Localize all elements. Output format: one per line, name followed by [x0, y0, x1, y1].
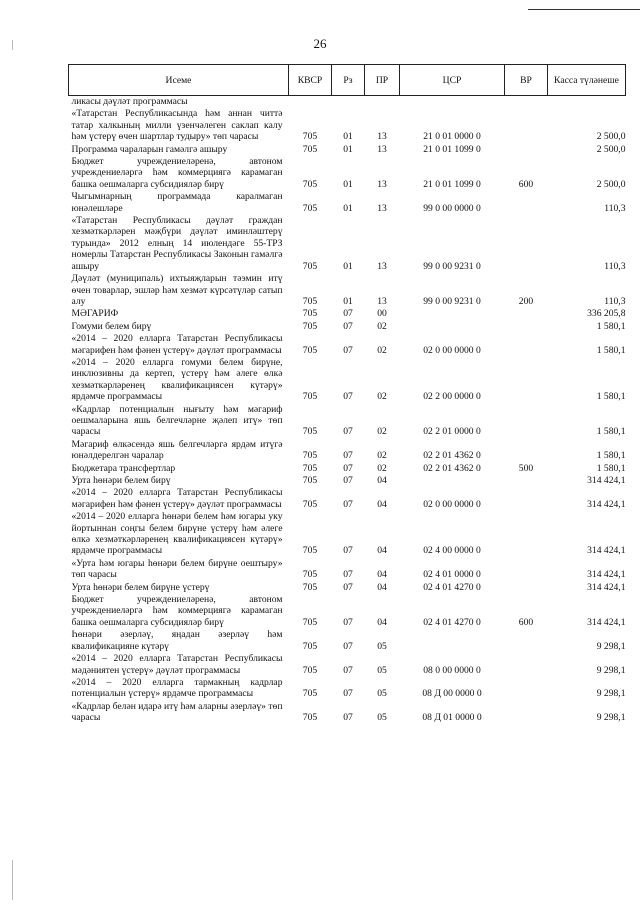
cell-rz: 07: [343, 712, 353, 724]
cell-vr: [505, 487, 548, 511]
cell-vr: [505, 191, 548, 215]
cell-pr: 05: [377, 664, 387, 676]
cell-pr: 13: [377, 295, 387, 307]
cell-rz: 07: [343, 320, 353, 332]
cell-csr: 08 Д 00 0000 0: [422, 688, 482, 700]
cell-name: «Кадрлар потенциалын нығыту һәм мәгариф оешмаларына яшь белгечләрне җәлеп итү» төп чарасы: [71, 403, 283, 438]
cell-kbsr: 705: [302, 498, 318, 510]
cell-pr: 05: [377, 688, 387, 700]
table-row: [69, 156, 626, 191]
cell-vr: [505, 677, 548, 701]
cell-csr: 02 4 01 4270 0: [423, 616, 481, 628]
cell-amount: 110,3: [604, 260, 626, 272]
cell-csr: 99 0 00 0000 0: [423, 202, 481, 214]
table-row: [69, 629, 626, 653]
cell-vr: [505, 96, 548, 109]
top-edge-line: [528, 9, 640, 10]
cell-kbsr: 705: [302, 450, 318, 462]
cell-vr: [505, 629, 548, 653]
cell-pr: 04: [377, 581, 387, 593]
cell-rz: 07: [343, 308, 353, 320]
cell-amount: 1 580,1: [596, 462, 626, 474]
cell-pr: 00: [377, 308, 387, 320]
cell-rz: 01: [343, 295, 353, 307]
cell-pr: 13: [377, 143, 387, 155]
cell-amount: 9 298,1: [596, 688, 626, 700]
cell-amount: 1 580,1: [596, 344, 626, 356]
cell-vr: [505, 108, 548, 143]
table-row: [69, 215, 626, 273]
cell-name: «2014 – 2020 елларга Татарстан Республикасы мәгарифен һәм фәнен үстерү» дәүләт программасы: [71, 333, 283, 356]
cell-pr: 04: [377, 569, 387, 581]
table-row: [69, 404, 626, 439]
cell-pr: 02: [377, 450, 387, 462]
table-row: [69, 653, 626, 677]
cell-pr: 13: [377, 202, 387, 214]
table-header-row: [69, 65, 626, 96]
cell-csr: 02 2 01 4362 0: [423, 462, 481, 474]
cell-kbsr: 705: [302, 712, 318, 724]
cell-csr: 02 2 01 0000 0: [423, 426, 481, 438]
cell-amount: 9 298,1: [596, 640, 626, 652]
cell-pr: 02: [377, 462, 387, 474]
cell-name: «2014 – 2020 елларга һөнәри белем һәм югары уку йортыннан соңгы белем бирүне үстерү һәм әлеге өлкә хезмәткәрләренең квалификациясен күтәрү» ярдәмче программасы: [71, 511, 283, 557]
table-row: [69, 357, 626, 404]
cell-amount: 1 580,1: [596, 426, 626, 438]
cell-amount: 314 424,1: [587, 569, 626, 581]
table-row: [69, 191, 626, 215]
cell-vr: 500: [518, 462, 534, 474]
cell-kbsr: 705: [302, 640, 318, 652]
cell-vr: [505, 558, 548, 582]
cell-kbsr: [289, 96, 332, 109]
cell-name: Дәүләт (муниципаль) ихтыяҗларын тәэмин итү өчен товарлар, эшләр һәм хезмәт күрсәтүләр сатып алу: [71, 273, 283, 307]
cell-amount: 2 500,0: [596, 131, 626, 143]
cell-csr: [400, 321, 505, 333]
cell-amount: 110,3: [604, 295, 626, 307]
cell-name: «Татарстан Республикасында һәм аннан читтә татар халкының милли үзенчәлеген саклап калу һәм үстерү өчен шартлар тудыру» төп чарасы: [71, 108, 283, 143]
cell-amount: 2 500,0: [596, 178, 626, 190]
cell-csr: 99 0 00 9231 0: [423, 295, 481, 307]
cell-pr: 04: [377, 498, 387, 510]
cell-vr: [505, 404, 548, 439]
table-row: [69, 321, 626, 333]
cell-vr: [505, 653, 548, 677]
cell-rz: 07: [343, 569, 353, 581]
cell-csr: 02 0 00 0000 0: [423, 498, 481, 510]
cell-kbsr: 705: [302, 616, 318, 628]
cell-kbsr: 705: [302, 143, 318, 155]
header-vr: ВР: [505, 65, 548, 96]
cell-rz: 07: [343, 498, 353, 510]
table-row: [69, 475, 626, 487]
cell-name: Бюджет учреждениеләренә, автоном учреждениеләргә һәм коммерциягә карамаган башка оешмаларга субсидияләр бирү: [71, 156, 283, 190]
cell-amount: 9 298,1: [596, 712, 626, 724]
cell-pr: 04: [377, 616, 387, 628]
cell-pr: 13: [377, 260, 387, 272]
cell-rz: 07: [343, 450, 353, 462]
cell-amount: 1 580,1: [596, 320, 626, 332]
cell-rz: 07: [343, 616, 353, 628]
cell-csr: 21 0 01 1099 0: [423, 143, 481, 155]
cell-rz: 07: [343, 688, 353, 700]
cell-pr: 13: [377, 131, 387, 143]
cell-amount: 1 580,1: [596, 450, 626, 462]
cell-vr: [505, 439, 548, 463]
cell-name: ликасы дәүләт программасы: [71, 96, 188, 107]
cell-vr: [505, 333, 548, 357]
table-row: [69, 511, 626, 558]
cell-pr: [365, 96, 400, 109]
cell-vr: [505, 582, 548, 594]
header-csr: ЦСР: [400, 65, 505, 96]
table-body: [69, 96, 626, 725]
cell-name: «2014 – 2020 елларга гомуми белем бирүне, инклюзивны да кертеп, үстерү һәм әлеге өлкә хезмәткәрләренең квалификациясен күтәрү» ярдәмче программасы: [71, 356, 283, 403]
cell-name: Мәгариф өлкәсендә яшь белгечләргә ярдәм итүгә юнәлдерелгән чаралар: [71, 438, 283, 462]
cell-name: Программа чараларын гамәлгә ашыру: [71, 143, 228, 155]
cell-vr: [505, 511, 548, 558]
table-row: [69, 108, 626, 143]
cell-amount: 336 205,8: [587, 308, 626, 320]
cell-kbsr: 705: [302, 426, 318, 438]
cell-name: «Татарстан Республикасы дәүләт граждан хезмәткәрләрен мәҗбүри дәүләт иминләштерү турында» 2012 елның 14 июлендәге 55-ТРЗ номерлы Татарстан Республикасы Законын гамәлгә ашыру: [71, 215, 283, 272]
scan-mark: [12, 860, 13, 900]
cell-pr: 13: [377, 178, 387, 190]
cell-amount: 314 424,1: [587, 498, 626, 510]
cell-csr: 02 2 00 0000 0: [423, 391, 481, 403]
table-row: [69, 308, 626, 320]
cell-vr: [505, 475, 548, 487]
cell-csr: 21 0 01 1099 0: [423, 178, 481, 190]
table-row: [69, 96, 626, 109]
budget-table: [68, 64, 626, 725]
cell-vr: [505, 357, 548, 404]
cell-amount: 110,3: [604, 202, 626, 214]
cell-vr: [505, 701, 548, 725]
cell-name: «2014 – 2020 елларга Татарстан Республикасы мәдәниятен үстерү» дәүләт программасы: [71, 653, 283, 676]
cell-csr: 99 0 00 9231 0: [423, 260, 481, 272]
cell-name: «2014 – 2020 елларга Татарстан Республикасы мәгарифен һәм фәнен үстерү» дәүләт программасы: [71, 487, 283, 510]
cell-kbsr: 705: [302, 664, 318, 676]
cell-pr: 05: [377, 712, 387, 724]
table-row: [69, 487, 626, 511]
cell-amount: 314 424,1: [587, 581, 626, 593]
cell-kbsr: 705: [302, 295, 318, 307]
cell-kbsr: 705: [302, 178, 318, 190]
page-number: 26: [313, 36, 327, 51]
cell-kbsr: 705: [302, 545, 318, 557]
table-row: [69, 558, 626, 582]
cell-rz: 07: [343, 391, 353, 403]
cell-csr: 02 4 00 0000 0: [423, 545, 481, 557]
table-row: [69, 582, 626, 594]
cell-name: Урта һөнәри белем бирүне үстерү: [71, 581, 210, 593]
cell-kbsr: 705: [302, 202, 318, 214]
cell-csr: 02 0 00 0000 0: [423, 344, 481, 356]
cell-vr: 600: [518, 178, 534, 190]
cell-amount: 314 424,1: [587, 545, 626, 557]
cell-rz: 07: [343, 545, 353, 557]
cell-kbsr: 705: [302, 688, 318, 700]
cell-csr: 02 4 01 0000 0: [423, 569, 481, 581]
cell-pr: 02: [377, 320, 387, 332]
cell-rz: 07: [343, 581, 353, 593]
cell-vr: 600: [518, 616, 534, 628]
table-row: [69, 701, 626, 725]
cell-csr: [400, 96, 505, 109]
cell-rz: 01: [343, 131, 353, 143]
cell-csr: 02 2 01 4362 0: [423, 450, 481, 462]
cell-pr: 05: [377, 640, 387, 652]
cell-amount: [548, 96, 626, 109]
cell-vr: [505, 321, 548, 333]
cell-kbsr: 705: [302, 462, 318, 474]
cell-rz: 07: [343, 475, 353, 486]
cell-amount: 314 424,1: [587, 475, 626, 486]
cell-kbsr: 705: [302, 320, 318, 332]
cell-rz: 07: [343, 344, 353, 356]
cell-kbsr: 705: [302, 569, 318, 581]
cell-rz: 07: [343, 640, 353, 652]
header-rz: Рз: [332, 65, 365, 96]
cell-name: Чыгымнарның программада каралмаган юнәлешләре: [71, 191, 283, 214]
cell-kbsr: 705: [302, 131, 318, 143]
cell-vr: [505, 308, 548, 320]
header-name: Исеме: [69, 65, 289, 96]
table-row: [69, 463, 626, 475]
cell-rz: 07: [343, 462, 353, 474]
cell-amount: 1 580,1: [596, 391, 626, 403]
cell-name: Һөнәри әзерләү, яңадан әзерләү һәм квалификацияне күтәрү: [71, 629, 283, 652]
cell-kbsr: 705: [302, 260, 318, 272]
cell-kbsr: 705: [302, 581, 318, 593]
cell-pr: 04: [377, 475, 387, 486]
table-row: [69, 677, 626, 701]
cell-kbsr: 705: [302, 344, 318, 356]
cell-rz: [332, 96, 365, 109]
cell-vr: [505, 215, 548, 273]
cell-kbsr: 705: [302, 391, 318, 403]
cell-rz: 07: [343, 426, 353, 438]
table-row: [69, 594, 626, 629]
header-pr: ПР: [365, 65, 400, 96]
cell-csr: [400, 308, 505, 320]
cell-pr: 02: [377, 391, 387, 403]
cell-rz: 01: [343, 260, 353, 272]
cell-name: «Кадрлар белән идарә итү һәм аларны әзерләү» төп чарасы: [71, 700, 283, 724]
cell-csr: 08 Д 01 0000 0: [422, 712, 482, 724]
table-row: [69, 273, 626, 308]
cell-pr: 02: [377, 426, 387, 438]
cell-name: Бюджетара трансфертлар: [71, 462, 176, 474]
table-row: [69, 144, 626, 156]
cell-rz: 07: [343, 664, 353, 676]
cell-amount: 314 424,1: [587, 616, 626, 628]
cell-kbsr: 705: [302, 475, 318, 486]
cell-amount: 2 500,0: [596, 143, 626, 155]
cell-name: «Урта һәм югары һөнәри белем бирүне оештыру» төп чарасы: [71, 557, 283, 581]
cell-csr: [400, 475, 505, 487]
cell-rz: 01: [343, 143, 353, 155]
cell-name: «2014 – 2020 елларга тармакның кадрлар потенциалын үстерү» ярдәмче программасы: [71, 676, 283, 700]
cell-rz: 01: [343, 178, 353, 190]
cell-csr: [400, 629, 505, 653]
table-row: [69, 439, 626, 463]
cell-pr: 04: [377, 545, 387, 557]
cell-name: Бюджет учреждениеләренә, автоном учреждениеләргә һәм коммерциягә карамаган башка оешмаларга субсидияләр бирү: [71, 594, 283, 628]
cell-csr: 21 0 01 0000 0: [423, 131, 481, 143]
cell-vr: [505, 144, 548, 156]
cell-vr: 200: [518, 295, 534, 307]
cell-amount: 9 298,1: [596, 664, 626, 676]
cell-name: МӘГАРИФ: [71, 308, 119, 320]
cell-pr: 02: [377, 344, 387, 356]
cell-kbsr: 705: [302, 308, 318, 320]
header-kbsr: КВСР: [289, 65, 332, 96]
cell-name: Гомуми белем бирү: [71, 320, 152, 332]
cell-csr: 02 4 01 4270 0: [423, 581, 481, 593]
cell-csr: 08 0 00 0000 0: [423, 664, 481, 676]
cell-name: Урта һөнәри белем бирү: [71, 475, 171, 486]
cell-rz: 01: [343, 202, 353, 214]
table-row: [69, 333, 626, 357]
header-kassa: Касса түләнеше: [548, 65, 626, 96]
